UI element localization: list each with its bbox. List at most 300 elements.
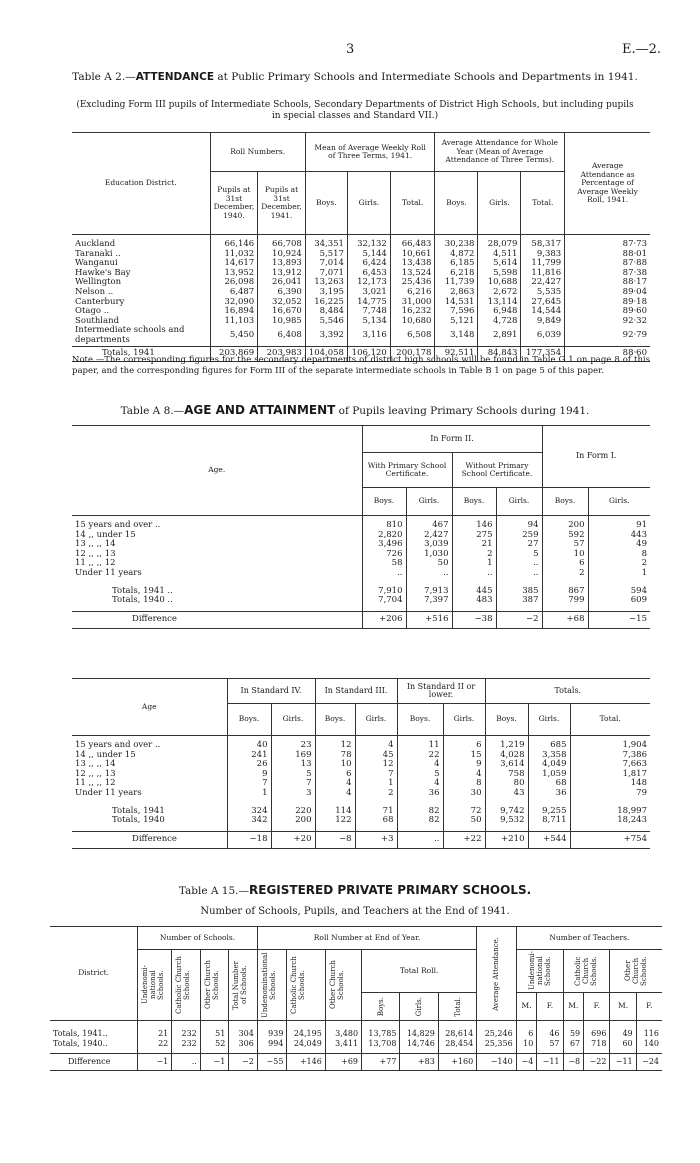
cell-value: 7 bbox=[271, 779, 315, 789]
cell-value: 92·79 bbox=[622, 330, 647, 341]
title-prefix: Table A 2.— bbox=[72, 71, 136, 83]
cell-value: 16,225 bbox=[305, 298, 347, 308]
cell-value: 13,952 bbox=[210, 269, 258, 279]
cell-value: 2,672 bbox=[478, 288, 521, 298]
col-roll: Roll Number at End of Year. bbox=[257, 927, 476, 950]
spacer-cell bbox=[438, 1021, 476, 1030]
spacer-cell bbox=[50, 1021, 138, 1030]
cell-value: .. bbox=[362, 569, 406, 579]
cell-value: 2 bbox=[355, 789, 397, 799]
cell-value: .. bbox=[397, 831, 443, 848]
col-undenom bbox=[138, 950, 172, 1021]
cell-value: 31,000 bbox=[390, 298, 435, 308]
col-undenom2-label: Undenominational Schools. bbox=[260, 952, 277, 1018]
cell-value: −18 bbox=[227, 831, 271, 848]
cell-value: 10,680 bbox=[390, 317, 435, 327]
cell-value: 9 bbox=[227, 770, 271, 780]
col-boys: Boys. bbox=[305, 172, 347, 235]
cell-value: 9,532 bbox=[485, 816, 528, 826]
cell-value: 1 bbox=[452, 559, 496, 569]
cell-value: +160 bbox=[438, 1054, 476, 1071]
col-avg: Average Attendance for Whole Year (Mean of Average Attendance of Three Terms). bbox=[435, 133, 565, 172]
cell-value: 13,114 bbox=[478, 298, 521, 308]
cell-value: 6,424 bbox=[347, 259, 390, 269]
cell-value: 3,195 bbox=[305, 288, 347, 298]
cell-value: 5,535 bbox=[521, 288, 565, 298]
cell-value: 84,843 bbox=[478, 346, 521, 361]
cell-value: 18,243 bbox=[617, 815, 647, 826]
cell-value: 5,614 bbox=[478, 259, 521, 269]
col-avg-att bbox=[477, 927, 517, 1021]
col-f: F. bbox=[646, 1001, 653, 1011]
cell-value: +83 bbox=[400, 1054, 438, 1071]
spacer-cell bbox=[200, 1021, 229, 1030]
cell-value: 8,711 bbox=[528, 816, 570, 826]
cell-value: 3,116 bbox=[347, 326, 390, 346]
table-a15-body bbox=[50, 1021, 662, 1071]
cell-value: 122 bbox=[315, 816, 355, 826]
cell-value: 49 bbox=[610, 1029, 636, 1039]
cell-value: 385 bbox=[496, 587, 542, 597]
cell-value: 71 bbox=[355, 807, 397, 817]
cell-value: 387 bbox=[496, 596, 542, 606]
cell-value: 58 bbox=[362, 559, 406, 569]
cell-value: 24,049 bbox=[287, 1039, 325, 1049]
col-boys-label: Boys. bbox=[376, 996, 385, 1017]
row-label: Totals, 1940.. bbox=[50, 1039, 138, 1049]
cell-value: 87·88 bbox=[622, 258, 647, 269]
col-boys: Boys. bbox=[452, 488, 496, 516]
cell-value: 46 bbox=[537, 1029, 563, 1039]
age-row bbox=[72, 569, 650, 579]
row-label: Totals, 1940 .. bbox=[72, 596, 362, 606]
spacer-cell bbox=[563, 1021, 584, 1030]
cell-value: 91 bbox=[636, 520, 647, 530]
row-label: 14 ,, under 15 bbox=[72, 531, 362, 541]
col-boys: Boys. bbox=[485, 704, 528, 736]
title-prefix: Table A 8.— bbox=[120, 405, 185, 417]
cell-value: 66,708 bbox=[258, 240, 306, 250]
cell-value: 13,785 bbox=[362, 1029, 400, 1039]
cell-value: 11,032 bbox=[210, 250, 258, 260]
difference-row bbox=[72, 831, 650, 848]
row-label: 11 ,, ,, 12 bbox=[72, 559, 362, 569]
table-a8-body bbox=[72, 516, 650, 629]
cell-value: 758 bbox=[485, 770, 528, 780]
row-label: Nelson .. bbox=[72, 288, 210, 298]
table-a2-note: Note.—The corresponding figures for the secondary departments of district high schools will be found in Table G 1 on page 8 of this paper, and the corresponding figures for Form III of the separate intermediate schools in Table B 1 on page 5 of this paper. bbox=[72, 355, 650, 376]
cell-value: 304 bbox=[229, 1029, 258, 1039]
cell-value: 10 bbox=[516, 1039, 537, 1049]
district-row bbox=[72, 326, 650, 346]
row-label: Under 11 years bbox=[72, 569, 362, 579]
cell-value: 7,596 bbox=[435, 307, 478, 317]
cell-value: −140 bbox=[477, 1054, 517, 1071]
cell-value: 89·18 bbox=[622, 296, 647, 307]
col-other2-label: Other Church Schools. bbox=[328, 960, 345, 1010]
cell-value: 26,098 bbox=[210, 278, 258, 288]
row-label: Hawke's Bay bbox=[72, 269, 210, 279]
spacer-cell bbox=[257, 1021, 287, 1030]
col-girls: Girls. bbox=[496, 488, 542, 516]
page-reference: E.—2. bbox=[622, 42, 662, 57]
cell-value: 15 bbox=[443, 751, 485, 761]
row-label: 15 years and over .. bbox=[72, 741, 227, 751]
col-total-schools-label: Total Number of Schools. bbox=[232, 960, 249, 1010]
cell-value: 3,392 bbox=[305, 326, 347, 346]
cell-value: 4 bbox=[315, 779, 355, 789]
cell-value: 2 bbox=[641, 558, 647, 569]
row-label: Totals, 1941.. bbox=[50, 1029, 138, 1039]
row-label: Wellington bbox=[72, 278, 210, 288]
cell-value: 87·38 bbox=[622, 267, 647, 278]
cell-value: −24 bbox=[642, 1057, 659, 1067]
cell-value: −8 bbox=[563, 1054, 584, 1071]
cell-value: 4,049 bbox=[528, 760, 570, 770]
cell-value: 1 bbox=[227, 789, 271, 799]
cell-value: 324 bbox=[227, 807, 271, 817]
cell-value: 2,427 bbox=[406, 531, 452, 541]
cell-value: −2 bbox=[496, 611, 542, 628]
cell-value: 467 bbox=[406, 521, 452, 531]
cell-value: 10,688 bbox=[478, 278, 521, 288]
cell-value: 6 bbox=[516, 1029, 537, 1039]
row-label: Under 11 years bbox=[72, 789, 227, 799]
cell-value: 89·60 bbox=[622, 306, 647, 317]
spacer-cell bbox=[287, 1021, 325, 1030]
cell-value: 50 bbox=[443, 816, 485, 826]
cell-value: 28,614 bbox=[438, 1029, 476, 1039]
col-boys: Boys. bbox=[227, 704, 271, 736]
col-boys: Boys. bbox=[542, 488, 588, 516]
cell-value: 13,893 bbox=[258, 259, 306, 269]
cell-value: 3,021 bbox=[347, 288, 390, 298]
table-a2-body bbox=[72, 235, 650, 362]
cell-value: 685 bbox=[528, 741, 570, 751]
table-a2 bbox=[72, 132, 650, 362]
cell-value: 92,511 bbox=[435, 346, 478, 361]
title-rest: at Public Primary Schools and Intermediate Schools and Departments in 1941. bbox=[214, 71, 638, 83]
col-catholic2-label: Catholic Church Schools. bbox=[290, 956, 307, 1014]
cell-value: 2 bbox=[452, 550, 496, 560]
cell-value: 22 bbox=[138, 1039, 172, 1049]
cell-value: 6 bbox=[443, 741, 485, 751]
cell-value: 7,071 bbox=[305, 269, 347, 279]
cell-value: 6,039 bbox=[521, 326, 565, 346]
cell-value: 13,708 bbox=[362, 1039, 400, 1049]
cell-value: 49 bbox=[636, 539, 647, 550]
cell-value: 12,173 bbox=[347, 278, 390, 288]
cell-value: 36 bbox=[528, 789, 570, 799]
col-district: District. bbox=[50, 927, 138, 1021]
col-totals: Totals. bbox=[485, 679, 650, 704]
col-nschools: Number of Schools. bbox=[138, 927, 258, 950]
cell-value: 16,894 bbox=[210, 307, 258, 317]
row-label: Totals, 1941 bbox=[72, 807, 227, 817]
col-without-cert: Without Primary School Certificate. bbox=[452, 453, 542, 488]
cell-value: 445 bbox=[452, 587, 496, 597]
table-a2-title bbox=[60, 71, 650, 84]
cell-value: 10,924 bbox=[258, 250, 306, 260]
cell-value: 32,052 bbox=[258, 298, 306, 308]
cell-value: +206 bbox=[362, 611, 406, 628]
cell-value: 32,132 bbox=[347, 240, 390, 250]
col-t-undenom bbox=[516, 950, 563, 993]
cell-value: 11,799 bbox=[521, 259, 565, 269]
cell-value: 8 bbox=[641, 548, 647, 559]
row-label: 14 ,, under 15 bbox=[72, 751, 227, 761]
cell-value: −2 bbox=[229, 1054, 258, 1071]
row-label: 11 ,, ,, 12 bbox=[72, 779, 227, 789]
cell-value: 66,146 bbox=[210, 240, 258, 250]
cell-value: 3,358 bbox=[528, 751, 570, 761]
cell-value: .. bbox=[496, 559, 542, 569]
cell-value: 592 bbox=[542, 531, 588, 541]
cell-value: 7 bbox=[355, 770, 397, 780]
cell-value: 2 bbox=[542, 569, 588, 579]
col-m: M. bbox=[516, 993, 537, 1021]
row-label: Southland bbox=[72, 317, 210, 327]
cell-value: 12 bbox=[355, 760, 397, 770]
cell-value: 11,739 bbox=[435, 278, 478, 288]
cell-value: 220 bbox=[271, 807, 315, 817]
cell-value: 6,408 bbox=[258, 326, 306, 346]
cell-value: 241 bbox=[227, 751, 271, 761]
cell-value: 14,775 bbox=[347, 298, 390, 308]
cell-value: −55 bbox=[257, 1054, 287, 1071]
cell-value: 148 bbox=[630, 778, 647, 789]
cell-value: 79 bbox=[636, 787, 647, 798]
age-row bbox=[72, 531, 650, 541]
cell-value: 27,645 bbox=[521, 298, 565, 308]
col-std3: In Standard III. bbox=[315, 679, 397, 704]
col-t-catholic-label: Catholic Church Schools. bbox=[574, 956, 599, 986]
cell-value: 3,614 bbox=[485, 760, 528, 770]
spacer-row bbox=[50, 1021, 662, 1030]
row-label: 12 ,, ,, 13 bbox=[72, 770, 227, 780]
cell-value: 27 bbox=[496, 540, 542, 550]
table-a15-subtitle: Number of Schools, Pupils, and Teachers at the End of 1941. bbox=[200, 906, 510, 917]
col-girls: Girls. bbox=[271, 704, 315, 736]
cell-value: 57 bbox=[542, 540, 588, 550]
spacer-cell bbox=[584, 1021, 610, 1030]
cell-value: 203,983 bbox=[258, 346, 306, 361]
row-label: Difference bbox=[72, 611, 362, 628]
col-pct: Average Attendance as Percentage of Average Weekly Roll, 1941. bbox=[577, 161, 638, 205]
cell-value: 88·01 bbox=[622, 248, 647, 259]
col-boys bbox=[362, 993, 400, 1021]
cell-value: 6,216 bbox=[390, 288, 435, 298]
cell-value: 21 bbox=[452, 540, 496, 550]
cell-value: 50 bbox=[406, 559, 452, 569]
cell-value: 1,059 bbox=[528, 770, 570, 780]
cell-value: 10 bbox=[542, 550, 588, 560]
spacer-cell bbox=[229, 1021, 258, 1030]
cell-value: 1 bbox=[355, 779, 397, 789]
col-girls bbox=[400, 993, 438, 1021]
col-girls: Girls. bbox=[528, 704, 570, 736]
cell-value: +146 bbox=[287, 1054, 325, 1071]
cell-value: 28,079 bbox=[478, 240, 521, 250]
table-a8-part1 bbox=[72, 425, 650, 629]
cell-value: 5 bbox=[397, 770, 443, 780]
col-girls: Girls. bbox=[443, 704, 485, 736]
cell-value: 7,910 bbox=[362, 587, 406, 597]
title-bold: ATTENDANCE bbox=[135, 71, 215, 83]
cell-value: 68 bbox=[355, 816, 397, 826]
cell-value: 23 bbox=[271, 741, 315, 751]
col-f: F. bbox=[537, 993, 563, 1021]
cell-value: 6 bbox=[315, 770, 355, 780]
district-row bbox=[72, 278, 650, 288]
cell-value: −1 bbox=[200, 1054, 229, 1071]
age-row bbox=[72, 521, 650, 531]
col-m: M. bbox=[563, 993, 584, 1021]
spacer-cell bbox=[172, 1021, 201, 1030]
cell-value: 26 bbox=[227, 760, 271, 770]
cell-value: 14,617 bbox=[210, 259, 258, 269]
spacer-cell bbox=[636, 1021, 662, 1030]
col-total-label: Total. bbox=[453, 996, 462, 1017]
col-total bbox=[438, 993, 476, 1021]
cell-value: 994 bbox=[257, 1039, 287, 1049]
cell-value: 80 bbox=[485, 779, 528, 789]
cell-value: 5,598 bbox=[478, 269, 521, 279]
col-undenom2 bbox=[257, 950, 287, 1021]
col-girls: Girls. bbox=[608, 496, 630, 506]
cell-value: −22 bbox=[584, 1054, 610, 1071]
col-total-schools bbox=[229, 950, 258, 1021]
cell-value: 13,912 bbox=[258, 269, 306, 279]
spacer-cell bbox=[537, 1021, 563, 1030]
col-boys: Boys. bbox=[362, 488, 406, 516]
cell-value: 232 bbox=[172, 1029, 201, 1039]
col-girls: Girls. bbox=[355, 704, 397, 736]
cell-value: 810 bbox=[362, 521, 406, 531]
spacer-cell bbox=[138, 1021, 172, 1030]
cell-value: 5,144 bbox=[347, 250, 390, 260]
cell-value: +754 bbox=[623, 833, 647, 844]
cell-value: 726 bbox=[362, 550, 406, 560]
cell-value: 718 bbox=[584, 1039, 610, 1049]
cell-value: 94 bbox=[496, 521, 542, 531]
cell-value: 4,511 bbox=[478, 250, 521, 260]
cell-value: 18,997 bbox=[617, 805, 647, 816]
col-girls: Girls. bbox=[406, 488, 452, 516]
cell-value: 443 bbox=[630, 529, 647, 540]
district-row bbox=[72, 250, 650, 260]
row-label: 13 ,, ,, 14 bbox=[72, 760, 227, 770]
cell-value: 5,450 bbox=[210, 326, 258, 346]
cell-value: −38 bbox=[452, 611, 496, 628]
col-t-undenom-label: Undenomi- national Schools. bbox=[527, 951, 552, 991]
row-label: 12 ,, ,, 13 bbox=[72, 550, 362, 560]
cell-value: 82 bbox=[397, 816, 443, 826]
cell-value: 10,661 bbox=[390, 250, 435, 260]
col-form1: In Form I. bbox=[542, 426, 650, 488]
cell-value: 45 bbox=[355, 751, 397, 761]
cell-value: +3 bbox=[355, 831, 397, 848]
cell-value: 140 bbox=[643, 1038, 659, 1048]
title-bold: AGE AND ATTAINMENT bbox=[184, 403, 336, 417]
cell-value: 232 bbox=[172, 1039, 201, 1049]
cell-value: +69 bbox=[325, 1054, 361, 1071]
cell-value: 1,817 bbox=[622, 768, 647, 779]
cell-value: 13,263 bbox=[305, 278, 347, 288]
col-form2: In Form II. bbox=[362, 426, 542, 453]
cell-value: +210 bbox=[485, 831, 528, 848]
cell-value: 2,863 bbox=[435, 288, 478, 298]
cell-value: 3,480 bbox=[325, 1029, 361, 1039]
col-girls: Girls. bbox=[347, 172, 390, 235]
cell-value: 21 bbox=[138, 1029, 172, 1039]
col-t-catholic bbox=[563, 950, 610, 993]
cell-value: 3 bbox=[271, 789, 315, 799]
cell-value: 58,317 bbox=[521, 240, 565, 250]
cell-value: 7 bbox=[227, 779, 271, 789]
cell-value: 4 bbox=[315, 789, 355, 799]
cell-value: 11,103 bbox=[210, 317, 258, 327]
col-district: Education District. bbox=[72, 133, 210, 235]
cell-value: −11 bbox=[610, 1054, 636, 1071]
cell-value: 89·04 bbox=[622, 286, 647, 297]
row-label: Totals, 1940 bbox=[72, 816, 227, 826]
col-girls: Girls. bbox=[478, 172, 521, 235]
cell-value: 1,219 bbox=[485, 741, 528, 751]
table-a15 bbox=[50, 926, 662, 1071]
cell-value: 104,058 bbox=[305, 346, 347, 361]
row-label: Difference bbox=[72, 831, 227, 848]
col-total: Total. bbox=[521, 172, 565, 235]
cell-value: 2,891 bbox=[478, 326, 521, 346]
cell-value: 6 bbox=[542, 559, 588, 569]
cell-value: 5 bbox=[271, 770, 315, 780]
cell-value: −8 bbox=[315, 831, 355, 848]
cell-value: 72 bbox=[443, 807, 485, 817]
cell-value: 25,436 bbox=[390, 278, 435, 288]
spacer-cell bbox=[477, 1021, 517, 1030]
difference-row bbox=[50, 1054, 662, 1071]
cell-value: 1,030 bbox=[406, 550, 452, 560]
cell-value: 16,670 bbox=[258, 307, 306, 317]
cell-value: 7,014 bbox=[305, 259, 347, 269]
col-boys: Boys. bbox=[397, 704, 443, 736]
page-number: 3 bbox=[346, 42, 355, 57]
cell-value: 88·17 bbox=[622, 277, 647, 288]
cell-value: 6,185 bbox=[435, 259, 478, 269]
cell-value: +22 bbox=[443, 831, 485, 848]
row-label: Auckland bbox=[72, 240, 210, 250]
cell-value: +77 bbox=[362, 1054, 400, 1071]
cell-value: 696 bbox=[584, 1029, 610, 1039]
cell-value: 7,748 bbox=[347, 307, 390, 317]
cell-value: 146 bbox=[452, 521, 496, 531]
col-p1940: Pupils at 31st December, 1940. bbox=[210, 172, 258, 235]
cell-value: 6,390 bbox=[258, 288, 306, 298]
row-label: 15 years and over .. bbox=[72, 521, 362, 531]
district-row bbox=[72, 259, 650, 269]
cell-value: 78 bbox=[315, 751, 355, 761]
row-label: Totals, 1941 .. bbox=[72, 587, 362, 597]
district-row bbox=[72, 240, 650, 250]
cell-value: 799 bbox=[542, 596, 588, 606]
cell-value: 32,090 bbox=[210, 298, 258, 308]
cell-value: 4 bbox=[355, 741, 397, 751]
cell-value: 594 bbox=[630, 585, 647, 596]
age-row bbox=[72, 540, 650, 550]
cell-value: 342 bbox=[227, 816, 271, 826]
col-other2 bbox=[325, 950, 361, 1021]
